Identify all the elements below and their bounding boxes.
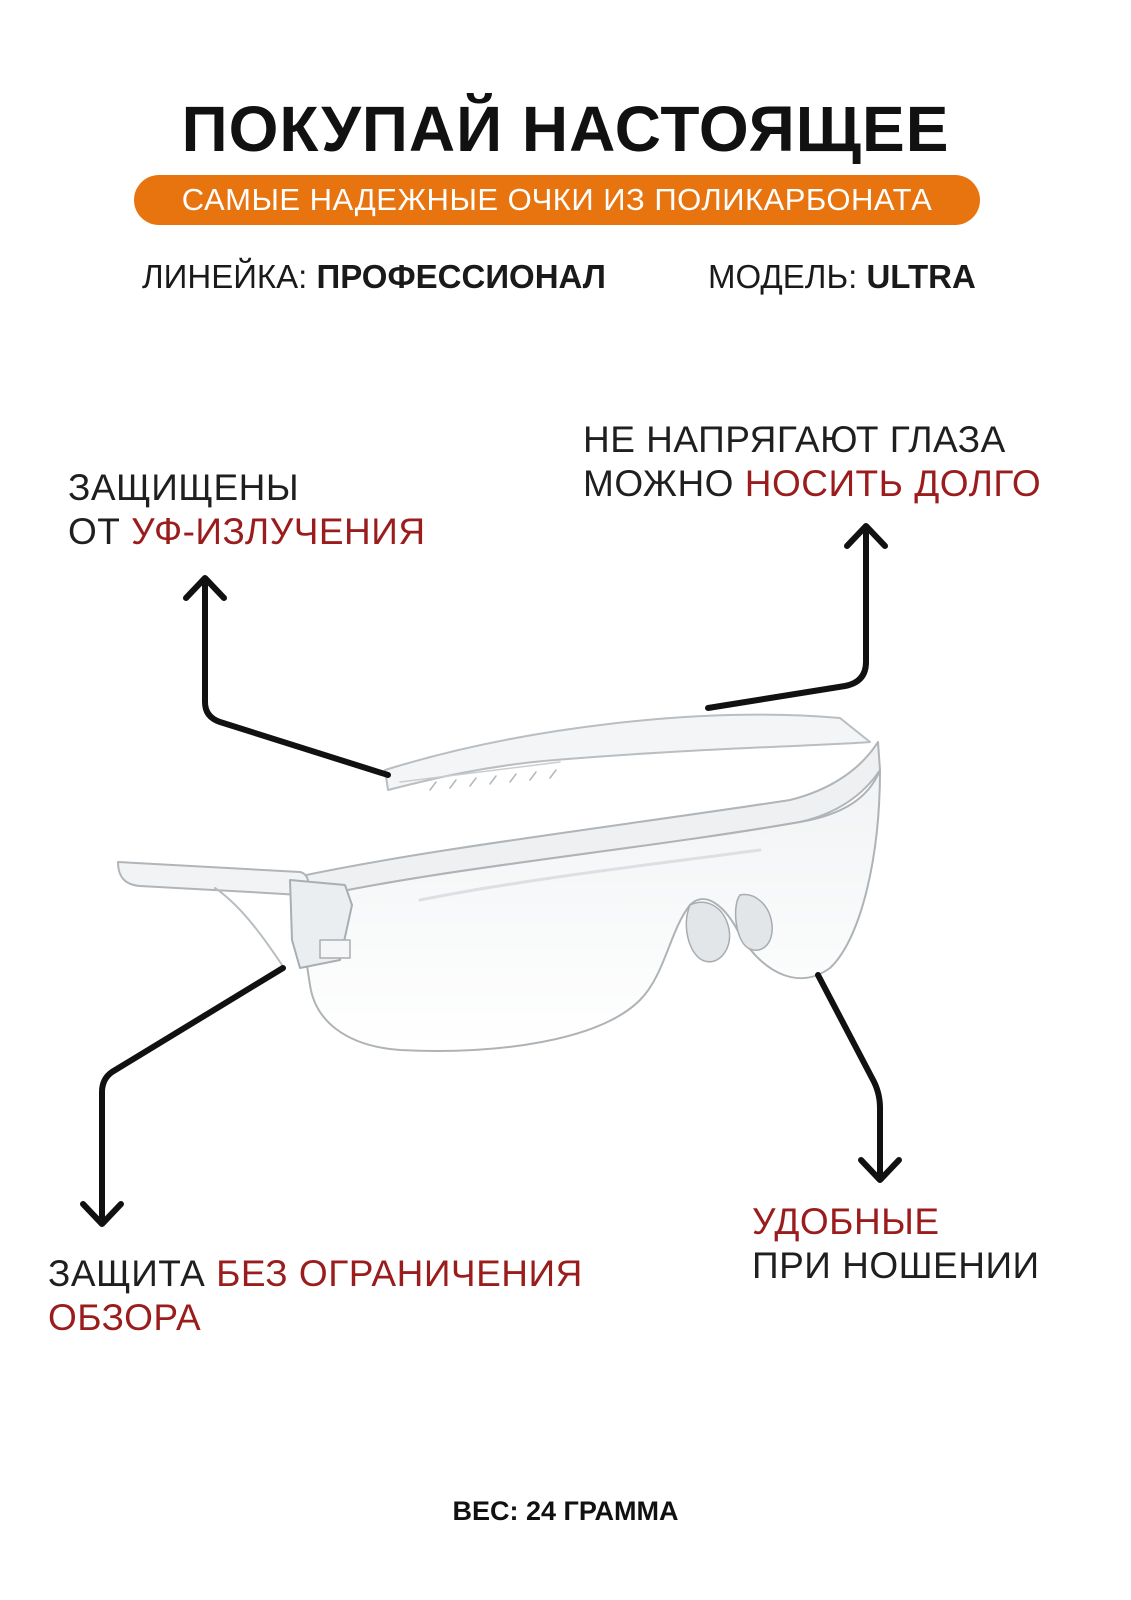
callout-text: ОТ [68, 511, 132, 552]
callout-line [68, 510, 426, 554]
callout-accent: НОСИТЬ ДОЛГО [744, 463, 1042, 504]
arrow-icon [708, 526, 885, 708]
callout-eye-comfort [583, 418, 1041, 506]
callout-full-view [48, 1252, 583, 1340]
callout-line: ПРИ НОШЕНИИ [752, 1245, 1040, 1286]
callout-text: ЗАЩИТА [48, 1253, 217, 1294]
arrow-icon [83, 968, 283, 1224]
callout-line [48, 1252, 583, 1296]
spec-line-value: ПРОФЕССИОНАЛ [316, 258, 606, 295]
callout-accent: БЕЗ ОГРАНИЧЕНИЯ [216, 1253, 583, 1294]
callout-line [583, 462, 1041, 506]
subtitle-text: САМЫЕ НАДЕЖНЫЕ ОЧКИ ИЗ ПОЛИКАРБОНАТА [181, 182, 933, 217]
callout-line: ЗАЩИЩЕНЫ [68, 467, 300, 508]
spec-model-value: ULTRA [866, 258, 976, 295]
callout-wear-comfort [752, 1200, 1040, 1288]
weight-label: ВЕС: 24 ГРАММА [452, 1496, 679, 1526]
headline-title: ПОКУПАЙ НАСТОЯЩЕЕ [181, 93, 950, 165]
arrow-icon [186, 578, 388, 775]
callout-text: МОЖНО [583, 463, 745, 504]
arrow-icon [818, 975, 899, 1180]
callout-uv-protection [68, 466, 426, 554]
callout-accent: УФ-ИЗЛУЧЕНИЯ [131, 511, 426, 552]
spec-line-label: ЛИНЕЙКА: [142, 258, 308, 295]
callout-line: НЕ НАПРЯГАЮТ ГЛАЗА [583, 419, 1006, 460]
spec-model-label: МОДЕЛЬ: [708, 258, 858, 295]
callout-accent: УДОБНЫЕ [752, 1201, 940, 1242]
callout-accent: ОБЗОРА [48, 1297, 202, 1338]
